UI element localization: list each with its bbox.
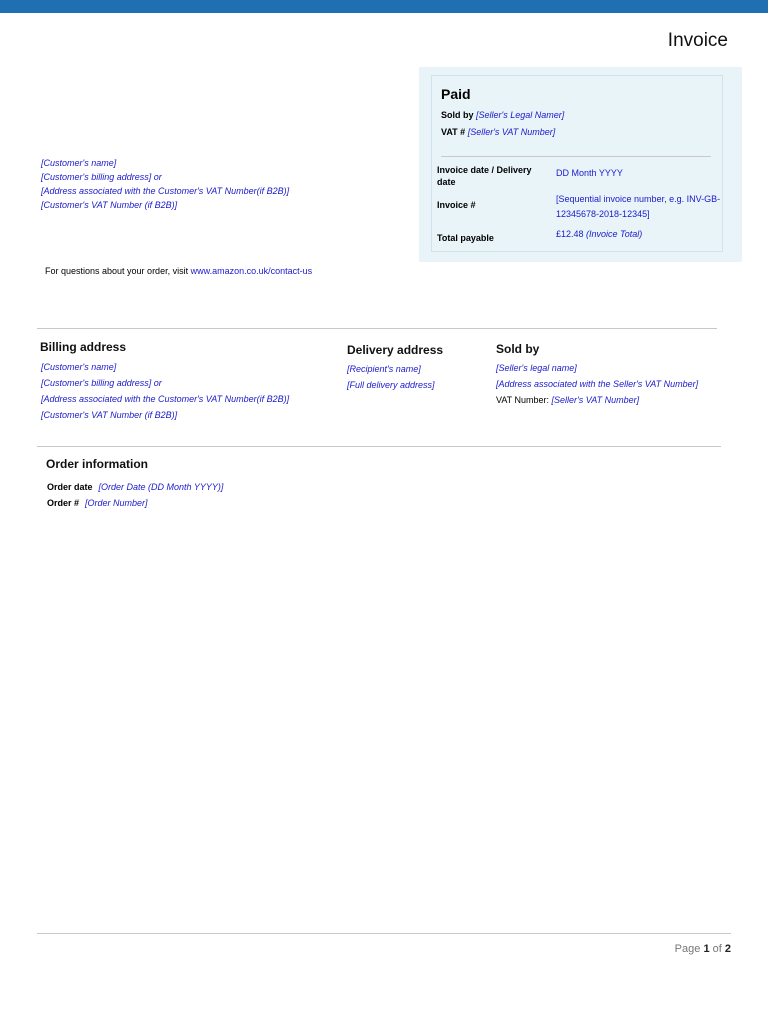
delivery-line: [Recipient's name] — [347, 364, 421, 374]
document-title: Invoice — [667, 30, 728, 51]
summary-vat-label: VAT # — [441, 127, 466, 137]
section-divider — [37, 446, 721, 447]
total-pages: 2 — [724, 943, 731, 955]
order-date-value: [Order Date (DD Month YYYY)] — [98, 482, 224, 492]
invoice-number-label: Invoice # — [437, 200, 476, 210]
order-number-row — [47, 495, 223, 511]
questions-text: For questions about your order, visit — [45, 266, 189, 276]
delivery-address-lines — [347, 361, 435, 393]
seller-line: [Seller's legal name] — [496, 363, 577, 373]
order-number-value: [Order Number] — [85, 498, 148, 508]
total-payable-value — [556, 227, 721, 242]
delivery-line: [Full delivery address] — [347, 380, 435, 390]
questions-note — [45, 266, 312, 276]
order-information-lines — [47, 479, 223, 511]
order-information-heading: Order information — [46, 457, 149, 471]
seller-vat-value: [Seller's VAT Number] — [551, 395, 640, 405]
invoice-date-value: DD Month YYYY — [556, 168, 623, 178]
summary-divider — [441, 156, 711, 157]
billing-line: [Customer's VAT Number (if B2B)] — [41, 410, 178, 420]
seller-vat-label: VAT Number: — [496, 395, 550, 405]
billing-address-lines — [41, 359, 289, 423]
customer-line: [Customer's billing address] or — [41, 172, 162, 182]
contact-link[interactable]: www.amazon.co.uk/contact-us — [190, 266, 313, 276]
total-payable-note: (Invoice Total) — [586, 229, 643, 239]
total-payable-label: Total payable — [437, 233, 494, 243]
sold-by-heading: Sold by — [496, 342, 540, 356]
summary-sold-by-label: Sold by — [441, 110, 474, 120]
payment-status: Paid — [441, 86, 471, 102]
payment-summary-panel — [431, 75, 723, 252]
billing-address-heading: Billing address — [40, 340, 127, 354]
summary-vat-value: [Seller's VAT Number] — [467, 127, 556, 137]
current-page: 1 — [703, 943, 710, 955]
page-indicator — [675, 943, 731, 955]
section-divider — [37, 328, 717, 329]
billing-line: [Customer's name] — [41, 362, 117, 372]
invoice-date-label: Invoice date / Delivery date — [437, 165, 532, 187]
delivery-address-heading: Delivery address — [347, 343, 444, 357]
billing-line: [Customer's billing address] or — [41, 378, 162, 388]
footer-divider — [37, 933, 731, 934]
summary-sold-by-value: [Seller's Legal Namer] — [476, 110, 565, 120]
order-date-label: Order date — [47, 482, 93, 492]
billing-line: [Address associated with the Customer's VAT Number(if B2B)] — [41, 394, 290, 404]
customer-line: [Address associated with the Customer's VAT Number(if B2B)] — [41, 186, 290, 196]
order-date-row — [47, 479, 223, 495]
order-number-label: Order # — [47, 498, 80, 508]
of-word: of — [712, 943, 722, 955]
invoice-number-value: [Sequential invoice number, e.g. INV-GB-12345678-2018-12345] — [556, 194, 721, 219]
total-payable-amount: £12.48 — [556, 229, 584, 239]
top-accent-bar — [0, 0, 768, 13]
summary-vat — [441, 127, 555, 137]
customer-address-block — [41, 156, 289, 212]
seller-lines — [496, 360, 698, 408]
payment-summary-box — [419, 67, 742, 262]
seller-line: [Address associated with the Seller's VAT Number] — [496, 379, 699, 389]
summary-sold-by — [441, 110, 564, 120]
customer-line: [Customer's name] — [41, 158, 117, 168]
page-word: Page — [674, 943, 701, 955]
customer-line: [Customer's VAT Number (if B2B)] — [41, 200, 178, 210]
